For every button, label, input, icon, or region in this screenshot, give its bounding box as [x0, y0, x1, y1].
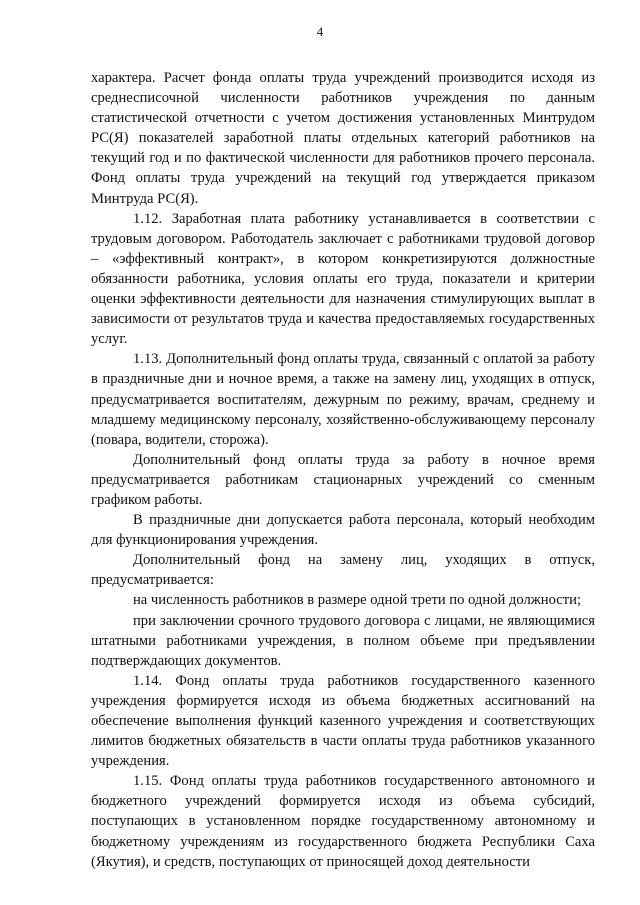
document-body	[91, 68, 595, 872]
paragraph-1-15: 1.15. Фонд оплаты труда работников государственного автономного и бюджетного учреждений формируется исходя из объема субсидий, поступающих в установленном порядке государственному автономному и бюджетному учреждениям из государственного бюджета Республики Саха (Якутия), и средств, поступающих от приносящей доход деятельности	[91, 773, 595, 870]
page-number: 4	[316, 24, 324, 39]
paragraph-1-12: 1.12. Заработная плата работнику устанавливается в соответствии с трудовым договором. Работодатель заключает с работниками трудовой договор – «эффективный контракт», в котором конкретизируются должностные обязанности работника, условия оплаты его труда, показатели и критерии оценки эффективности деятельности для назначения стимулирующих выплат в зависимости от результатов труда и качества предоставляемых государственных услуг.	[91, 210, 595, 348]
paragraph: при заключении срочного трудового договора с лицами, не являющимися штатными работниками учреждения, в полном объеме при предъявлении подтверждающих документов.	[91, 612, 595, 669]
paragraph-1-14: 1.14. Фонд оплаты труда работников государственного казенного учреждения формируется исходя из объема бюджетных ассигнований на обеспечение выполнения функций казенного учреждения и соответствующих лимитов бюджетных обязательств в части оплаты труда работников указанного учреждения.	[91, 672, 595, 770]
paragraph: Дополнительный фонд оплаты труда за работу в ночное время предусматривается работникам стационарных учреждений со сменным графиком работы.	[91, 451, 595, 508]
paragraph: характера. Расчет фонда оплаты труда учреждений производится исходя из среднесписочной численности работников учреждения по данным статистической отчетности с учетом достижения установленных Минтрудом РС(Я) показателей заработной платы отдельных категорий работников на текущий год и по фактической численности для работников прочего персонала. Фонд оплаты труда учреждений на текущий год утверждается приказом Минтруда РС(Я).	[91, 70, 595, 207]
paragraph-1-13: 1.13. Дополнительный фонд оплаты труда, связанный с оплатой за работу в праздничные дни и ночное время, а также на замену лиц, уходящих в отпуск, предусматривается воспитателям, дежурным по режиму, врачам, среднему и младшему медицинскому персоналу, хозяйственно-обслуживающему персоналу (повара, водители, сторожа).	[91, 351, 595, 448]
paragraph: на численность работников в размере одной трети по одной должности;	[133, 592, 581, 609]
paragraph: В праздничные дни допускается работа персонала, который необходим для функционирования учреждения.	[91, 512, 595, 549]
paragraph: Дополнительный фонд на замену лиц, уходящих в отпуск, предусматривается:	[91, 552, 595, 589]
